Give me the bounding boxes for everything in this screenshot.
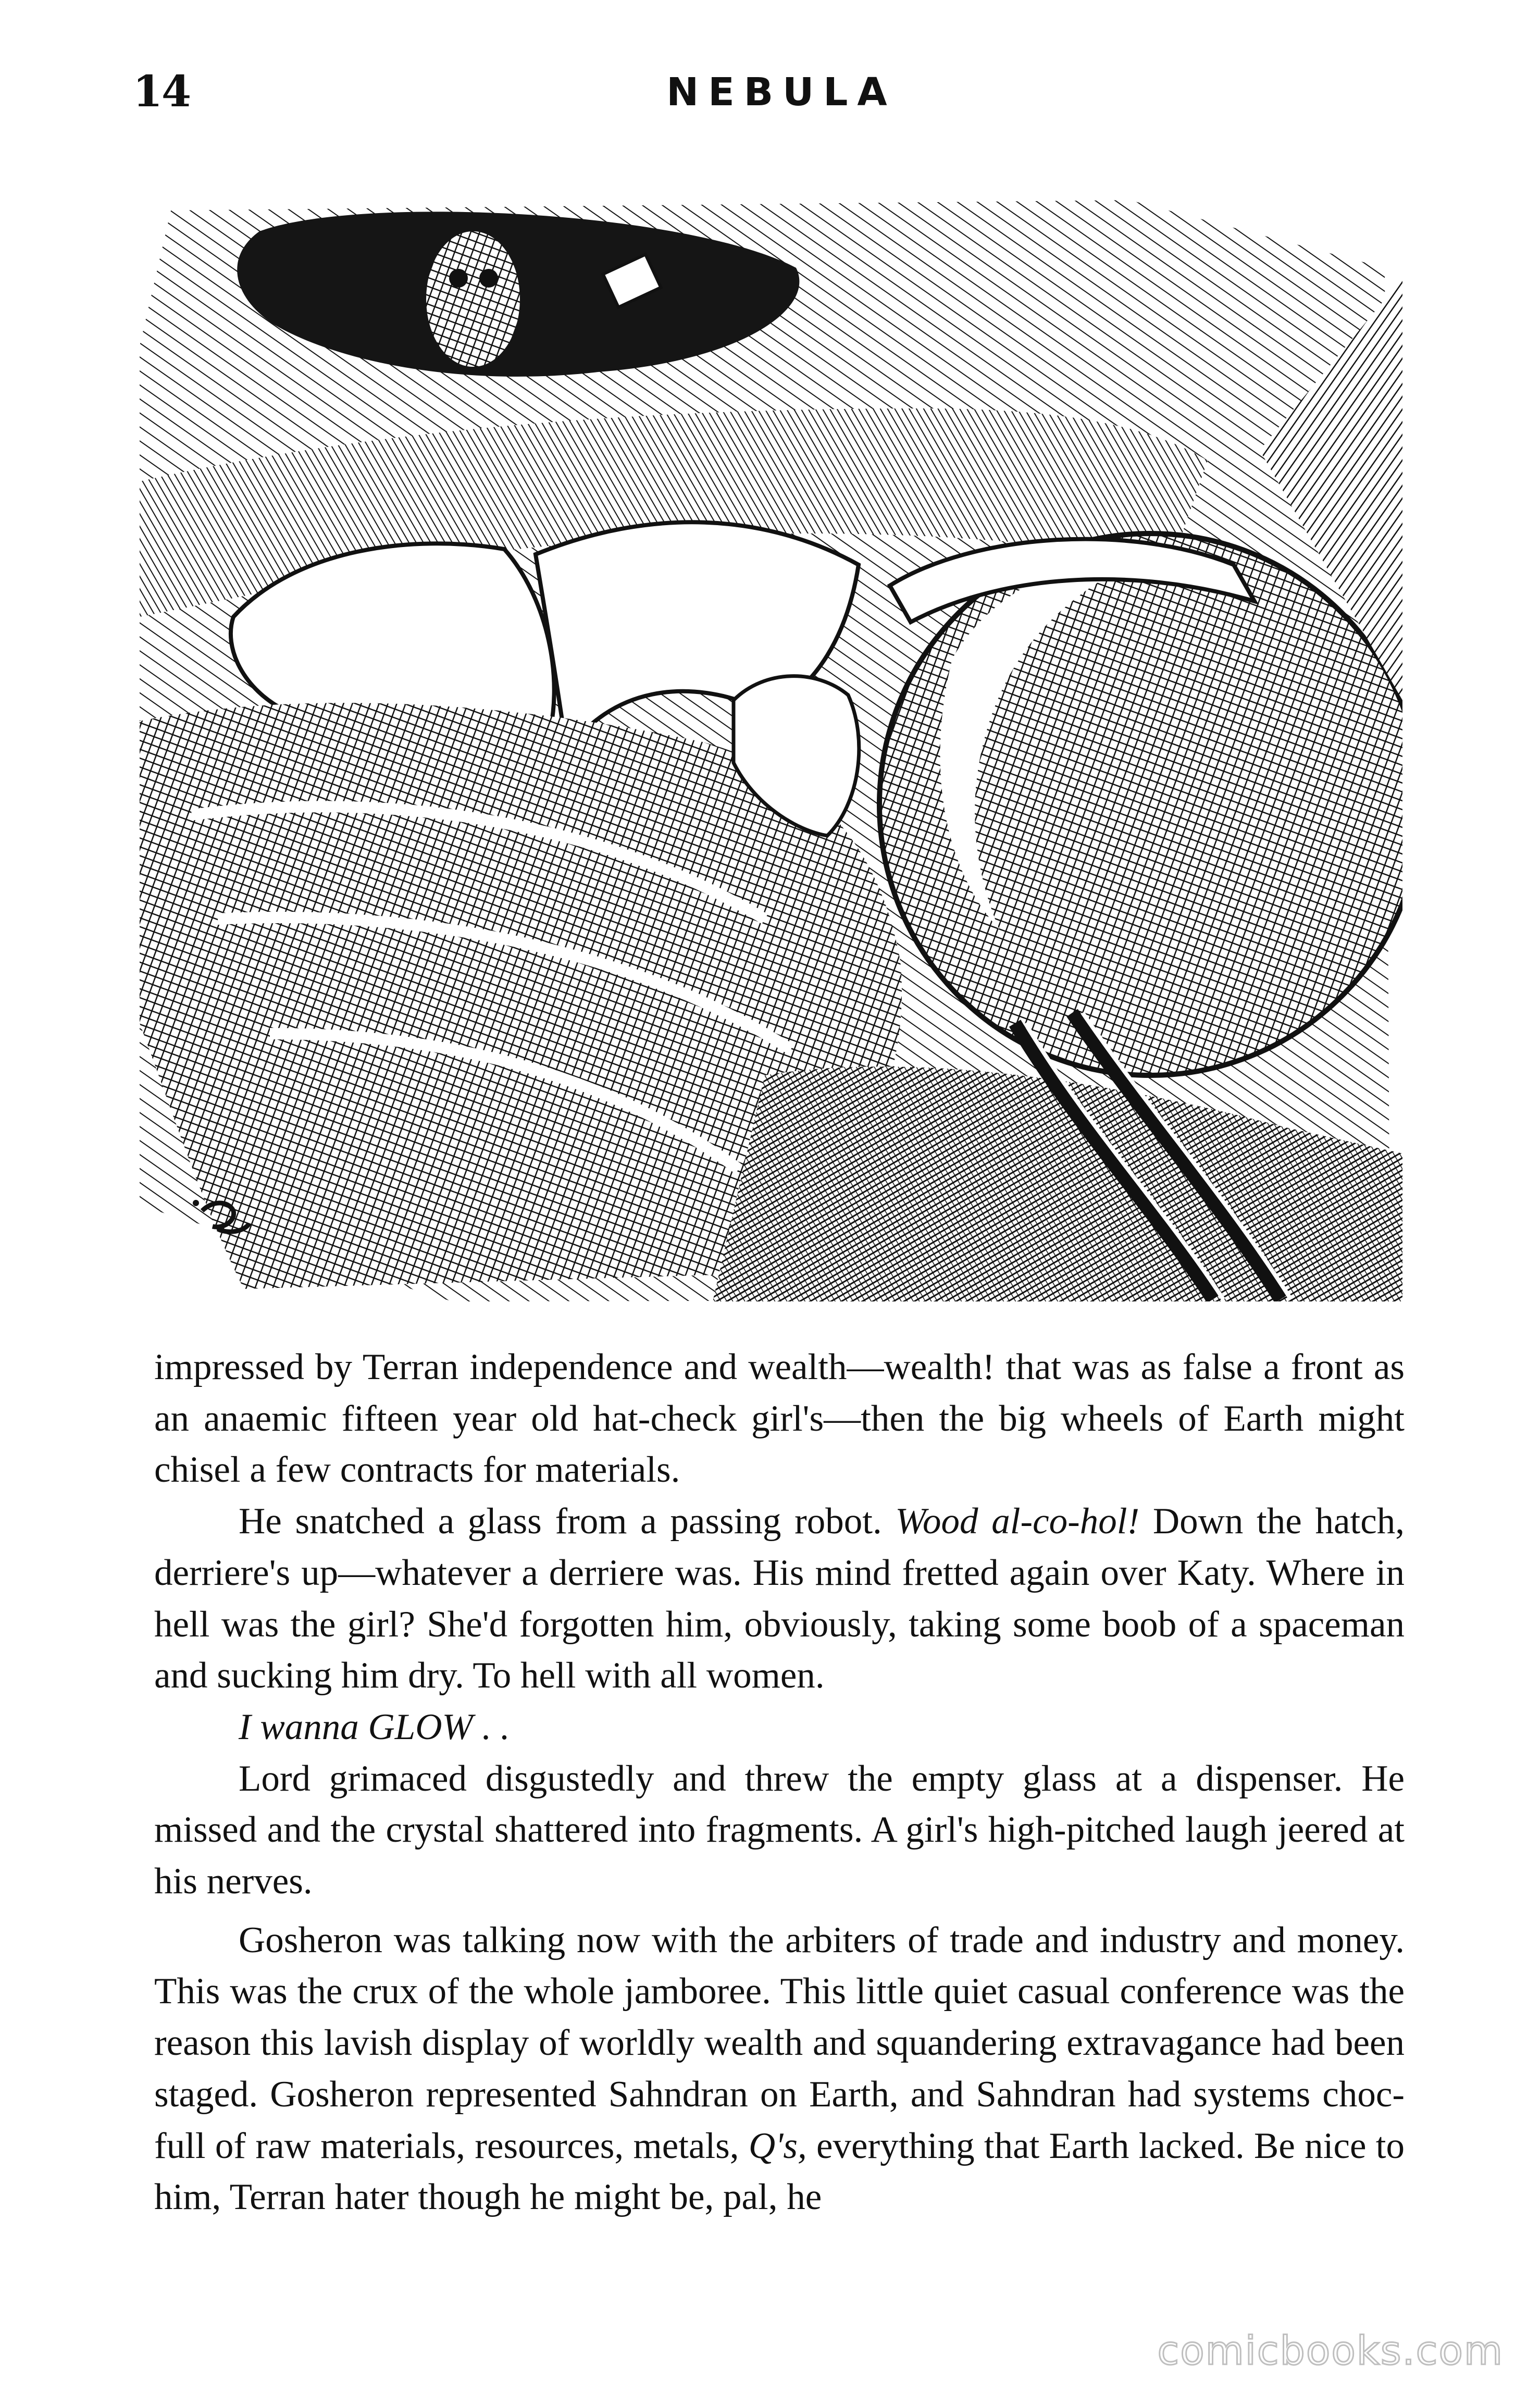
- italic-phrase-wood-alcohol: Wood al-co-hol!: [895, 1501, 1140, 1542]
- paragraph-4: Lord grimaced disgustedly and threw the empty glass at a dispenser. He missed and the crystal shattered into fragments. A girl's high-pitched laugh jeered at his nerves.: [154, 1758, 1405, 1902]
- paragraph-1: impressed by Terran independence and wealth—wealth! that was as false a front as an anaemic fifteen year old hat-check girl's—then the big wheels of Earth might chisel a few contracts for materials.: [154, 1347, 1405, 1491]
- page-header: [0, 0, 1540, 125]
- story-text: [154, 1342, 1405, 2223]
- paragraph-5: Gosheron was talking now with the arbiters of trade and industry and money. This was the crux of the whole jamboree. This little quiet casual conference was the reason this lavish display of worldly wealth and squandering extravagance had been staged. Gosheron represented Sahndran on Earth, and Sahndran had systems choc-full of raw materials, resources, metals, Q's, everything that Earth lacked. Be nice to him, Terran hater though he might be, pal, he: [154, 1919, 1405, 2218]
- page-number: 14: [133, 67, 191, 117]
- paragraph-3-song-line: I wanna GLOW . .: [239, 1706, 510, 1747]
- watermark: comicbooks.com: [1157, 2327, 1504, 2374]
- skull-figure: [426, 231, 520, 367]
- paragraph-2: He snatched a glass from a passing robot. Wood al-co-hol! Down the hatch, derriere's up—whatever a derriere was. His mind fretted again over Katy. Where in hell was the girl? She'd forgotten him, obviously, taking some boob of a spaceman and sucking him dry. To hell with all women.: [154, 1501, 1405, 1696]
- story-illustration: [140, 190, 1402, 1301]
- skull-eye-right: [479, 269, 498, 288]
- running-head-title: NEBULA: [666, 70, 897, 115]
- italic-phrase-qs: Q's,: [748, 2125, 807, 2166]
- skull-eye-left: [449, 269, 468, 288]
